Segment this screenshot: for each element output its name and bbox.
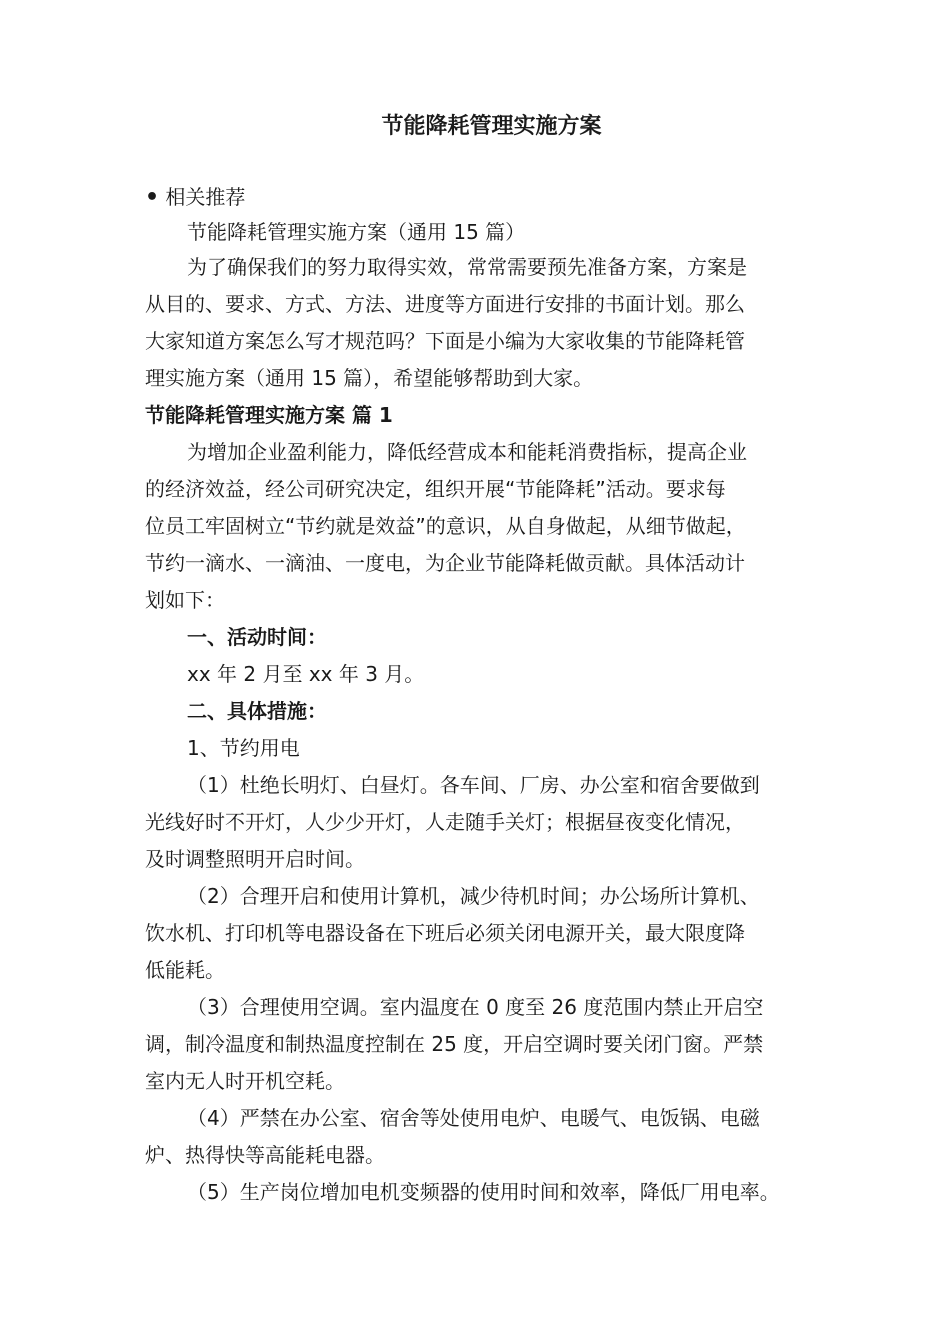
paragraph-line: 位员工牢固树立“节约就是效益”的意识，从自身做起，从细节做起，	[145, 514, 746, 538]
item-line: （2）合理开启和使用计算机，减少待机时间；办公场所计算机、	[187, 884, 760, 908]
item-line: （5）生产岗位增加电机变频器的使用时间和效率，降低厂用电率。	[187, 1180, 780, 1204]
paragraph-line: 划如下：	[145, 588, 225, 612]
related-recommend[interactable]	[145, 180, 830, 215]
intro-line: 理实施方案（通用 15 篇），希望能够帮助到大家。	[145, 366, 594, 390]
subheading-time: 一、活动时间：	[187, 625, 327, 649]
item-line: 饮水机、打印机等电器设备在下班后必须关闭电源开关，最大限度降	[145, 921, 745, 945]
item-line: （1）杜绝长明灯、白昼灯。各车间、厂房、办公室和宿舍要做到	[187, 773, 760, 797]
related-label: 相关推荐	[165, 185, 246, 209]
item-line: 炉、热得快等高能耗电器。	[145, 1143, 385, 1167]
subheading-measures: 二、具体措施：	[187, 699, 327, 723]
page-title: 节能降耗管理实施方案	[381, 114, 602, 139]
item-line: 光线好时不开灯，人少少开灯，人走随手关灯；根据昼夜变化情况，	[145, 810, 745, 834]
paragraph-line: 节约一滴水、一滴油、一度电，为企业节能降耗做贡献。具体活动计	[145, 551, 745, 575]
intro-line: 从目的、要求、方式、方法、进度等方面进行安排的书面计划。那么	[145, 292, 745, 316]
item-line: 室内无人时开机空耗。	[145, 1069, 345, 1093]
bullet-icon: •	[145, 185, 160, 210]
item-line: （4）严禁在办公室、宿舍等处使用电炉、电暖气、电饭锅、电磁	[187, 1106, 760, 1130]
item-line: 调，制冷温度和制热温度控制在 25 度，开启空调时要关闭门窗。严禁	[145, 1032, 764, 1056]
related-subtitle[interactable]: 节能降耗管理实施方案（通用 15 篇）	[187, 220, 526, 244]
intro-line: 大家知道方案怎么写才规范吗？下面是小编为大家收集的节能降耗管	[145, 329, 745, 353]
paragraph-line: 为增加企业盈利能力，降低经营成本和能耗消费指标，提高企业	[187, 440, 747, 464]
time-text: xx 年 2 月至 xx 年 3 月。	[187, 662, 425, 686]
item-line: （3）合理使用空调。室内温度在 0 度至 26 度范围内禁止开启空	[187, 995, 764, 1019]
item-line: 及时调整照明开启时间。	[145, 847, 365, 871]
paragraph-line: 的经济效益，经公司研究决定，组织开展“节能降耗”活动。要求每	[145, 477, 726, 501]
item-line: 低能耗。	[145, 958, 225, 982]
section-heading: 节能降耗管理实施方案 篇 1	[145, 403, 393, 427]
sub-item-title: 1、节约用电	[187, 736, 300, 760]
intro-line: 为了确保我们的努力取得实效，常常需要预先准备方案，方案是	[187, 255, 747, 279]
